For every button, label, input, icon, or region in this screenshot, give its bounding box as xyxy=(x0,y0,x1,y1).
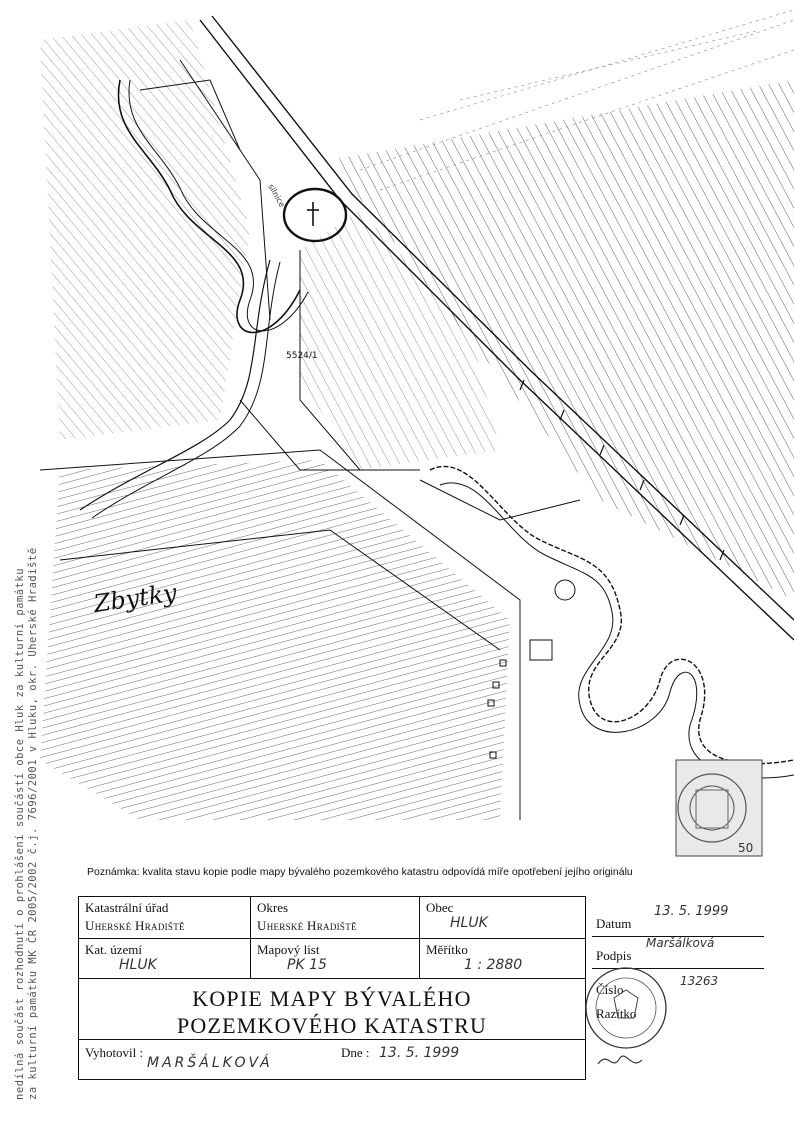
place-label: Zbytky xyxy=(91,578,179,618)
side-note xyxy=(14,547,40,1100)
vyhotovil-value: MARŠÁLKOVÁ xyxy=(147,1055,273,1071)
document-title xyxy=(79,985,585,1039)
cell-okres xyxy=(251,897,420,939)
parcel-label: 5524/1 xyxy=(286,351,318,361)
divider xyxy=(79,1039,585,1040)
obec-label: Obec xyxy=(426,900,454,915)
revenue-stamp xyxy=(676,760,762,856)
side-fields xyxy=(584,896,764,1078)
side-note-line-1: nedílná součást rozhodnutí o prohlášení součástí obce Hluk za kulturní památku xyxy=(14,567,26,1100)
svg-text:50: 50 xyxy=(738,841,754,855)
meritko-value: 1 : 2880 xyxy=(464,957,523,973)
obec-value: HLUK xyxy=(450,915,488,931)
field-strips-upper-left xyxy=(40,20,250,440)
title-line-1: KOPIE MAPY BÝVALÉHO xyxy=(192,986,472,1011)
podpis-label: Podpis xyxy=(596,948,632,963)
cislo-label: Číslo xyxy=(596,982,624,997)
title-line-2: POZEMKOVÉHO KATASTRU xyxy=(176,1013,488,1038)
dne-label: Dne : xyxy=(341,1045,370,1060)
kat-uzemi-value: HLUK xyxy=(119,957,157,973)
katastralni-urad-label: Katastrální úřad xyxy=(85,900,169,915)
field-strips-lower-left xyxy=(40,460,510,820)
okres-label: Okres xyxy=(257,900,289,915)
cell-katastralni-urad xyxy=(79,897,251,939)
cell-meritko xyxy=(420,939,585,979)
cislo-value: 13263 xyxy=(680,974,719,988)
title-block xyxy=(78,896,586,1080)
cell-obec xyxy=(420,897,585,939)
road-label: silnice xyxy=(266,182,287,209)
datum-label: Datum xyxy=(596,916,632,931)
okres-value: Uherské Hradiště xyxy=(257,918,357,933)
side-note-line-2: za kulturní památku MK ČR 2005/2002 č.j. 7696/2001 v Hluku, okr. Uherské Hradiště xyxy=(27,547,39,1100)
meritko-label: Měřítko xyxy=(426,942,468,957)
note: Poznámka: kvalita stavu kopie podle mapy bývalého pozemkového katastru odpovídá míře opotřebení jejího originálu xyxy=(87,866,633,878)
signature-scribble xyxy=(594,1046,654,1076)
cell-mapovy-list xyxy=(251,939,420,979)
razitko-label: Razítko xyxy=(596,1006,637,1021)
dne-value: 13. 5. 1999 xyxy=(379,1045,460,1061)
cell-kat-uzemi xyxy=(79,939,251,979)
marked-cross-circle xyxy=(284,189,346,241)
kat-uzemi-label: Kat. území xyxy=(85,942,143,957)
mapovy-list-value: PK 15 xyxy=(287,957,327,973)
katastralni-urad-value: Uherské Hradiště xyxy=(85,918,185,933)
vyhotovil-label: Vyhotovil : xyxy=(85,1045,144,1060)
datum-value: 13. 5. 1999 xyxy=(654,904,729,919)
podpis-value: Maršálková xyxy=(646,936,715,950)
mapovy-list-label: Mapový list xyxy=(257,942,320,957)
